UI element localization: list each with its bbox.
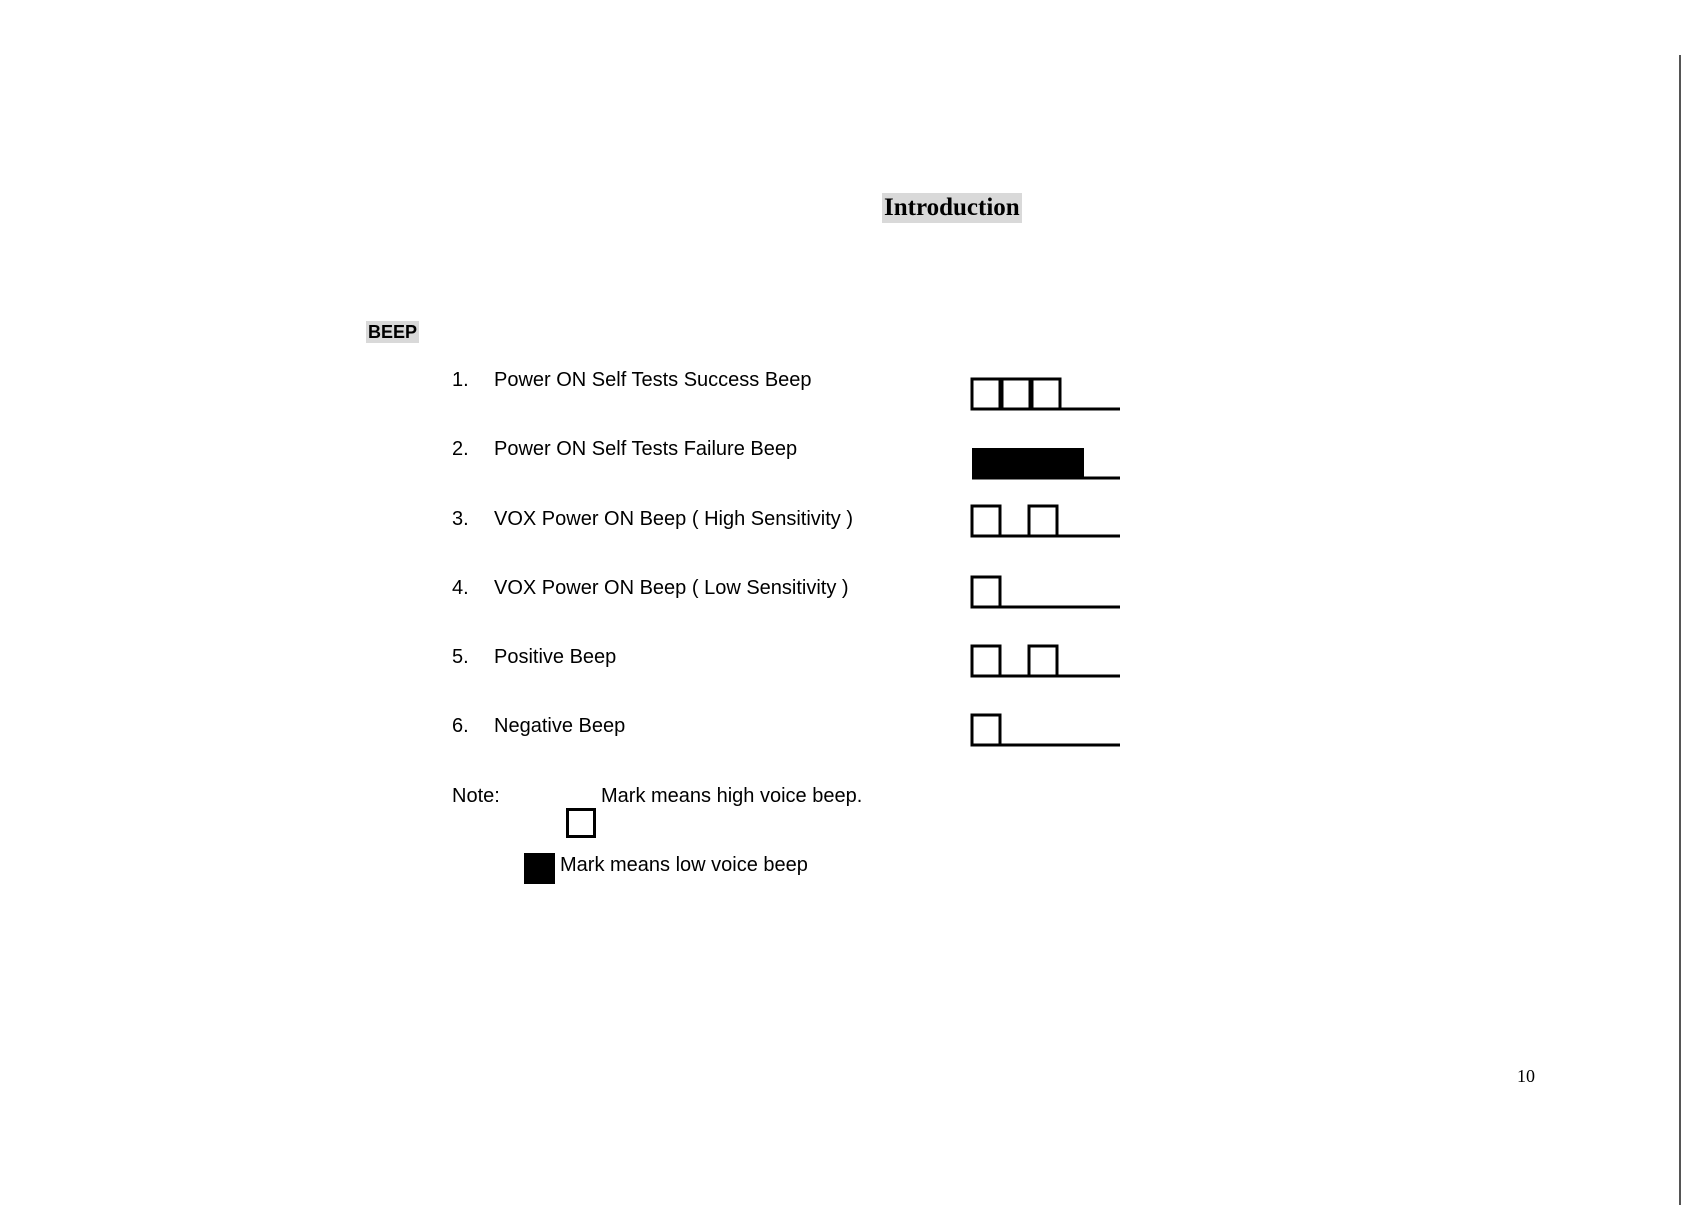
beep-pattern-diagram bbox=[970, 499, 1170, 539]
high-beep-mark bbox=[972, 379, 1000, 409]
high-beep-mark bbox=[972, 577, 1000, 607]
high-beep-mark bbox=[972, 646, 1000, 676]
beep-number: 4. bbox=[452, 577, 469, 599]
note-label: Note: bbox=[452, 785, 500, 807]
beep-pattern-diagram bbox=[970, 639, 1170, 679]
beep-number: 3. bbox=[452, 508, 469, 530]
high-beep-legend-icon bbox=[566, 808, 596, 838]
beep-pattern-diagram bbox=[970, 570, 1170, 610]
beep-number: 5. bbox=[452, 646, 469, 668]
high-beep-mark bbox=[972, 715, 1000, 745]
beep-label: Power ON Self Tests Failure Beep bbox=[494, 438, 798, 460]
beep-label: Positive Beep bbox=[494, 646, 617, 668]
high-beep-mark bbox=[1002, 379, 1030, 409]
high-beep-mark bbox=[1032, 379, 1060, 409]
page-number: 10 bbox=[1517, 1066, 1535, 1086]
page-title: Introduction bbox=[884, 194, 1020, 221]
beep-number: 6. bbox=[452, 715, 469, 737]
page-edge-line bbox=[1679, 55, 1681, 1205]
low-beep-legend-text: Mark means low voice beep bbox=[560, 854, 808, 876]
beep-pattern-diagram bbox=[970, 372, 1170, 412]
beep-pattern-diagram bbox=[970, 441, 1170, 481]
high-beep-mark bbox=[1029, 506, 1057, 536]
low-beep-legend-icon bbox=[524, 853, 555, 884]
beep-number: 2. bbox=[452, 438, 469, 460]
beep-label: VOX Power ON Beep ( High Sensitivity ) bbox=[494, 508, 854, 530]
high-beep-legend-text: Mark means high voice beep. bbox=[601, 785, 863, 807]
low-beep-mark bbox=[972, 448, 1084, 478]
beep-number: 1. bbox=[452, 369, 469, 391]
beep-label: Power ON Self Tests Success Beep bbox=[494, 369, 812, 391]
beep-label: Negative Beep bbox=[494, 715, 626, 737]
section-title: BEEP bbox=[368, 322, 418, 342]
high-beep-mark bbox=[1029, 646, 1057, 676]
beep-pattern-diagram bbox=[970, 708, 1170, 748]
beep-label: VOX Power ON Beep ( Low Sensitivity ) bbox=[494, 577, 849, 599]
high-beep-mark bbox=[972, 506, 1000, 536]
